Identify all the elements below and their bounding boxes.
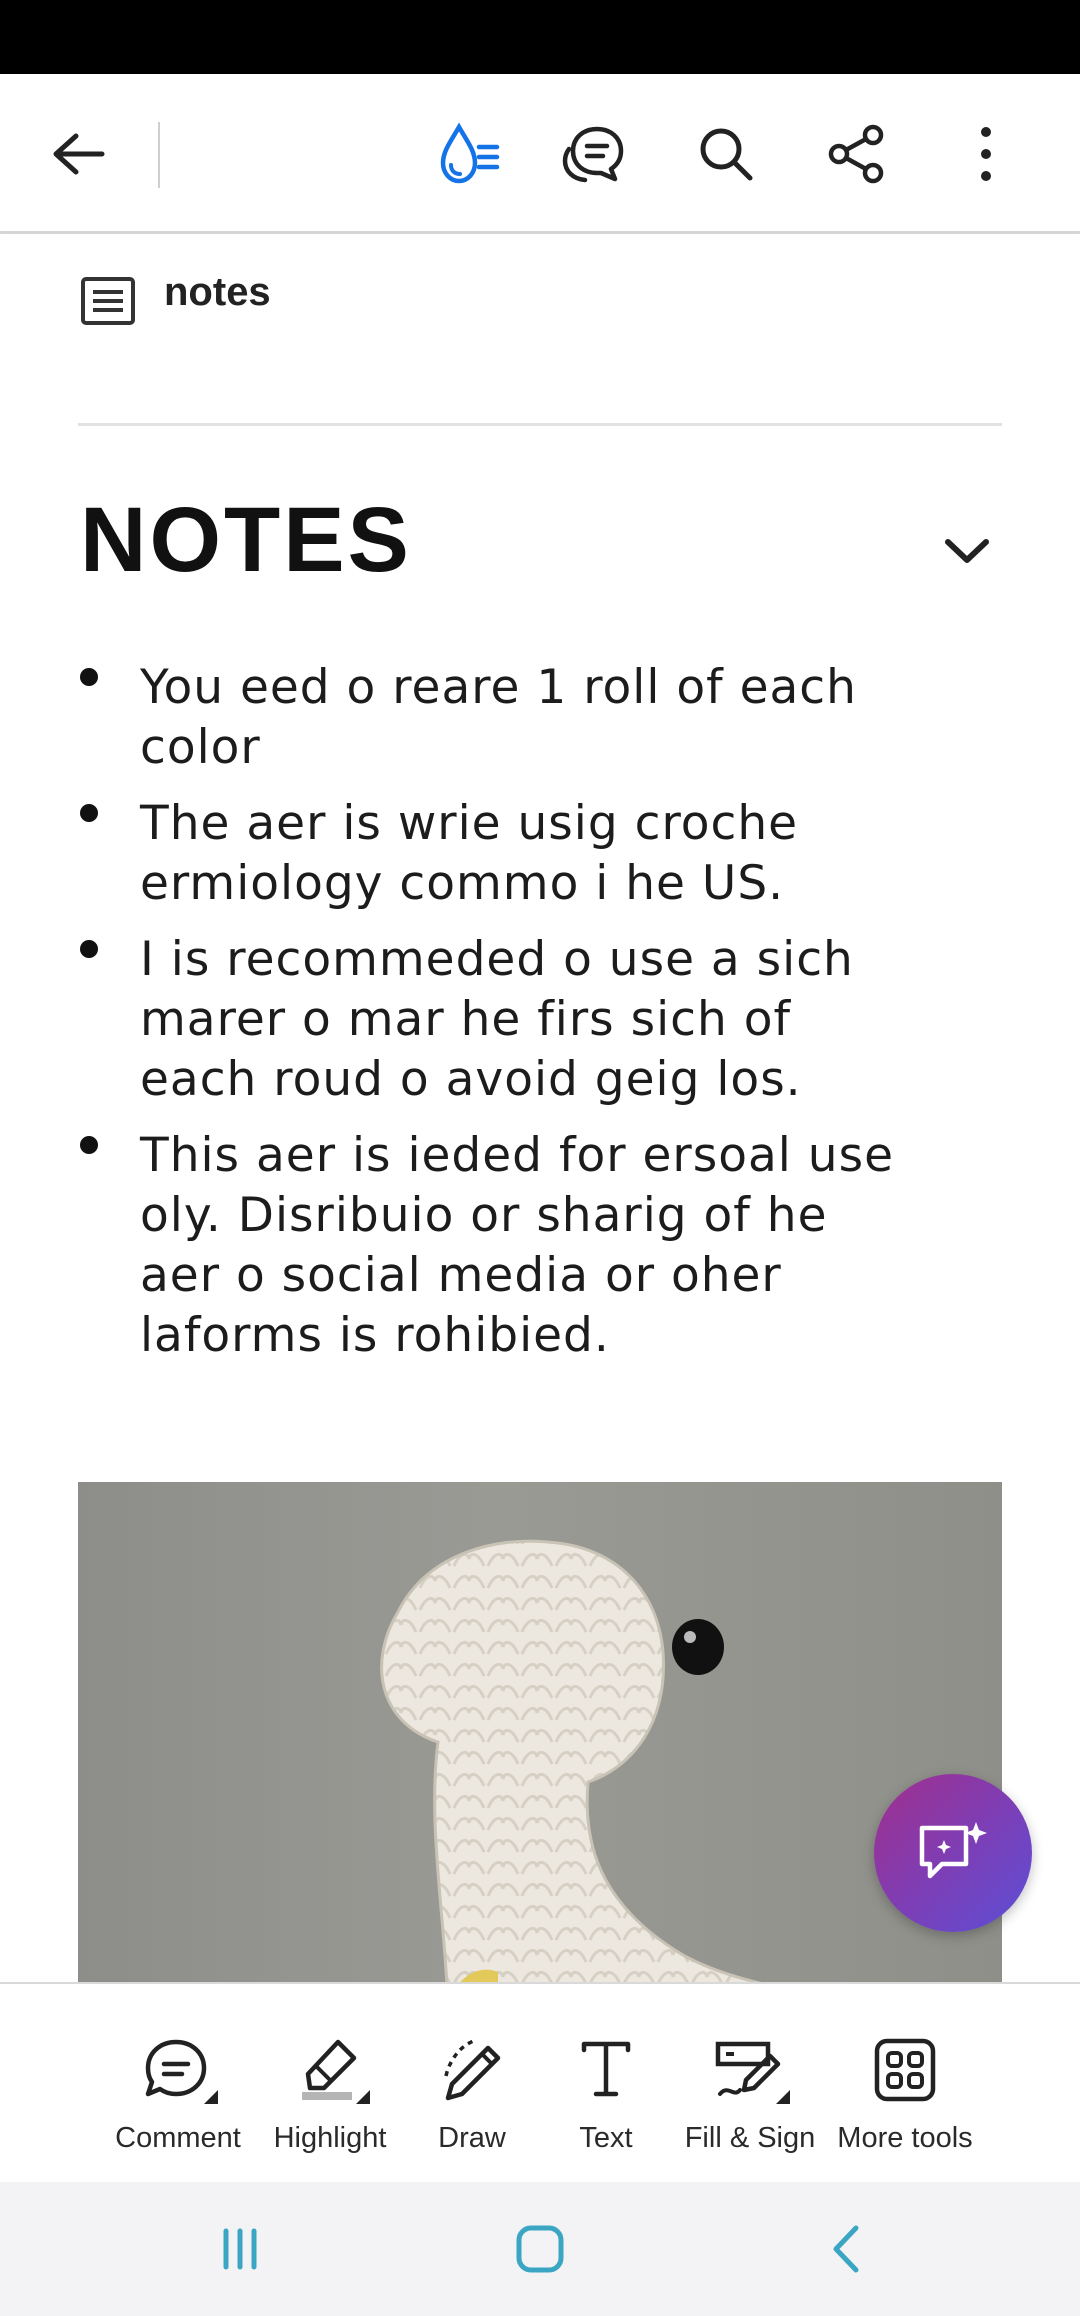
section-heading: NOTES [80,489,412,591]
list-item [60,658,920,778]
bottom-tools-bar [0,1982,1080,2182]
draw-tool[interactable] [412,1984,532,2184]
text-tool[interactable] [556,1984,656,2184]
tool-label: Draw [438,2122,506,2154]
home-button[interactable] [500,2212,580,2286]
comments-button[interactable] [554,114,634,194]
kebab-menu-icon [976,124,996,184]
comments-icon [561,123,627,185]
submenu-indicator [356,2090,370,2104]
recent-apps-icon [216,2225,264,2273]
list-item-text: The aer is wrie usig croche ermiology commo i he US. [140,796,799,911]
back-arrow-icon [50,132,106,176]
home-icon [515,2224,565,2274]
document-bar [0,234,1080,368]
list-item [60,1126,920,1366]
bullet-dot [80,804,98,822]
document-content[interactable] [0,368,1080,1982]
system-back-button[interactable] [806,2212,886,2286]
system-navigation-bar [0,2182,1080,2316]
ai-assistant-button[interactable] [874,1774,1032,1932]
notes-list [60,658,920,1382]
collapse-chevron-icon[interactable] [940,530,994,574]
recent-apps-button[interactable] [200,2212,280,2286]
tool-label: Fill & Sign [684,2122,816,2154]
search-button[interactable] [686,114,766,194]
more-options-button[interactable] [946,114,1026,194]
back-chevron-icon [826,2224,866,2274]
tool-label: More tools [837,2122,973,2154]
bullet-dot [80,668,98,686]
list-item-text: You eed o reare 1 roll of each color [140,660,857,775]
list-item-text: I is recommeded o use a sich marer o mar he firs sich of each roud o avoid geig los. [140,932,854,1107]
liquid-mode-button[interactable] [428,114,508,194]
crochet-figure-image [78,1482,1002,1982]
toolbar-divider [158,122,160,188]
submenu-indicator [204,2090,218,2104]
search-icon [696,124,756,184]
list-item [60,930,920,1110]
list-item-text: This aer is ieded for ersoal use oly. Disribuio or sharig of he aer o social media or oher laforms is rohibied. [140,1128,894,1363]
back-button[interactable] [38,114,118,194]
tool-label: Text [579,2122,633,2154]
share-icon [825,123,887,185]
comment-tool[interactable] [110,1984,246,2184]
text-icon [570,2036,642,2104]
bullet-dot [80,940,98,958]
liquid-mode-icon [435,121,501,187]
bullet-dot [80,1136,98,1154]
highlight-tool[interactable] [262,1984,398,2184]
pen-icon [436,2036,508,2104]
more-tools[interactable] [832,1984,978,2184]
grid-icon [869,2036,941,2104]
top-toolbar [0,74,1080,234]
crochet-photo [78,1482,1002,1982]
tool-label: Highlight [273,2122,387,2154]
list-item [60,794,920,914]
section-divider [78,423,1002,426]
document-list-icon [80,276,136,326]
status-bar [0,0,1080,74]
tool-label: Comment [115,2122,241,2154]
fill-sign-tool[interactable] [682,1984,818,2184]
document-title: notes [164,270,271,314]
share-button[interactable] [816,114,896,194]
ai-chat-sparkle-icon [916,1820,990,1886]
submenu-indicator [776,2090,790,2104]
